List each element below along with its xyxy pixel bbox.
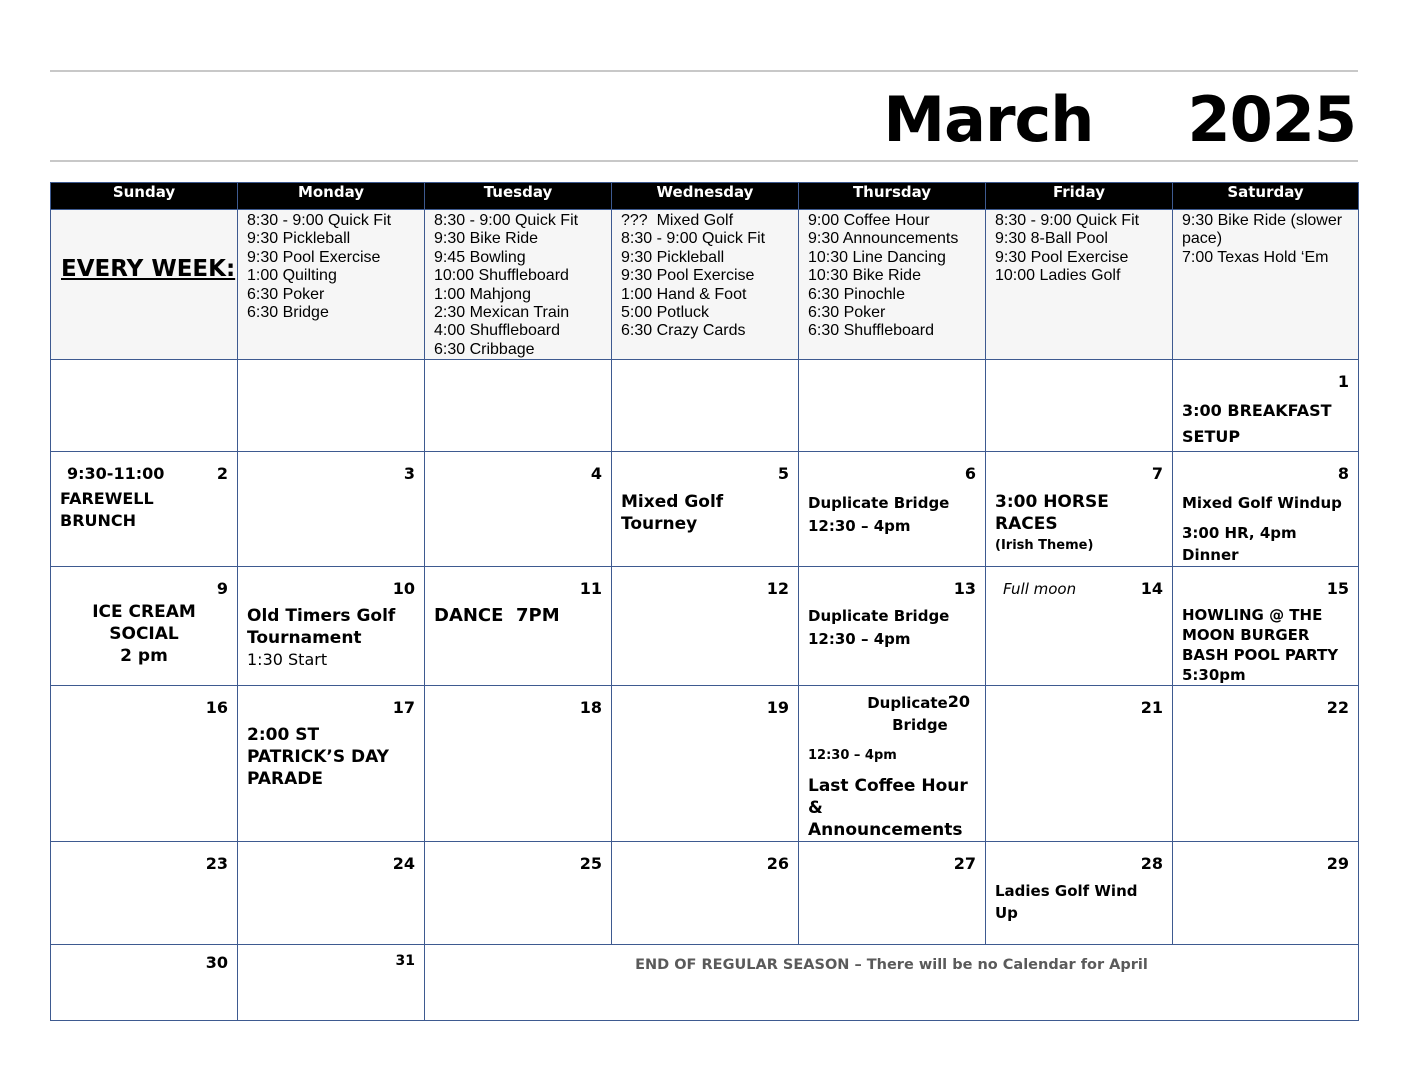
day-header-saturday: Saturday — [1173, 183, 1359, 210]
activity: 6:30 Shuffleboard — [808, 322, 935, 340]
weekly-thursday — [799, 210, 986, 360]
event: Duplicate Bridge — [867, 694, 948, 735]
day-cell-1 — [1173, 360, 1359, 452]
event-time: 12:30 – 4pm — [808, 630, 911, 649]
day-header-line — [995, 567, 1163, 599]
activity: 5:00 Potluck — [621, 304, 710, 322]
day-cell-4 — [425, 452, 612, 567]
activity: 1:00 Mahjong — [434, 285, 531, 303]
day-cell-23 — [51, 842, 238, 945]
activity: ??? Mixed Golf — [621, 212, 734, 229]
weekly-wednesday — [612, 210, 799, 360]
event: 3:00 HR, 4pm Dinner — [1182, 524, 1297, 565]
full-moon-note: Full moon — [1003, 580, 1077, 599]
day-number: 29 — [1326, 854, 1349, 874]
day-cell-5 — [612, 452, 799, 567]
empty-day-cell — [238, 360, 425, 452]
day-cell-12 — [612, 567, 799, 686]
event-time: 1:30 Start — [247, 650, 328, 670]
day-cell-15 — [1173, 567, 1359, 686]
event: Mixed Golf Tourney — [621, 492, 724, 535]
activity: 10:00 Ladies Golf — [995, 267, 1121, 285]
day-number: 28 — [1140, 854, 1163, 874]
day-cell-29 — [1173, 842, 1359, 945]
day-cell-22 — [1173, 686, 1359, 842]
activity: 9:30 Pool Exercise — [995, 248, 1129, 266]
day-number: 26 — [766, 854, 789, 874]
activity: 4:00 Shuffleboard — [434, 322, 561, 340]
event-time: 12:30 – 4pm — [808, 748, 897, 764]
event: 3:00 BREAKFAST SETUP — [1182, 401, 1332, 447]
day-number: 4 — [590, 464, 602, 484]
day-number: 24 — [392, 854, 415, 874]
activity: 6:30 Poker — [808, 304, 886, 322]
day-number: 10 — [392, 579, 415, 599]
activity: 10:00 Shuffleboard — [434, 267, 569, 285]
weekly-tuesday — [425, 210, 612, 360]
day-number: 6 — [964, 464, 976, 484]
day-number: 16 — [205, 698, 228, 718]
day-number: 8 — [1337, 464, 1349, 484]
activity: 9:45 Bowling — [434, 248, 526, 266]
event: DANCE 7PM — [434, 605, 560, 627]
day-cell-9 — [51, 567, 238, 686]
activity: 9:30 8-Ball Pool — [995, 230, 1108, 248]
empty-day-cell — [51, 360, 238, 452]
day-cell-13 — [799, 567, 986, 686]
day-number: 20 — [947, 692, 970, 712]
day-cell-19 — [612, 686, 799, 842]
end-of-season-notice: END OF REGULAR SEASON – There will be no Calendar for April — [635, 957, 1148, 974]
empty-day-cell — [612, 360, 799, 452]
activity: 10:30 Bike Ride — [808, 267, 921, 285]
top-rule — [50, 70, 1358, 72]
day-number: 12 — [766, 579, 789, 599]
title-rule — [50, 160, 1358, 162]
activity: 8:30 - 9:00 Quick Fit — [247, 212, 392, 229]
day-number: 11 — [579, 579, 602, 599]
day-header-wednesday: Wednesday — [612, 183, 799, 210]
activity: 9:00 Coffee Hour — [808, 212, 930, 229]
day-number: 31 — [395, 953, 415, 970]
weekly-friday — [986, 210, 1173, 360]
day-cell-3 — [238, 452, 425, 567]
day-number: 13 — [953, 579, 976, 599]
day-cell-8 — [1173, 452, 1359, 567]
day-number: 17 — [392, 698, 415, 718]
day-cell-26 — [612, 842, 799, 945]
year-label: 2025 — [1187, 82, 1356, 156]
day-number: 18 — [579, 698, 602, 718]
day-number: 30 — [205, 953, 228, 973]
day-number: 14 — [1140, 579, 1163, 599]
activity: 6:30 Cribbage — [434, 340, 535, 358]
day-cell-10 — [238, 567, 425, 686]
event: 2:00 ST PATRICK’S DAY PARADE — [247, 725, 389, 790]
activity: 9:30 Pool Exercise — [247, 248, 381, 266]
day-cell-25 — [425, 842, 612, 945]
activity: 9:30 Pickleball — [247, 230, 351, 248]
day-cell-31 — [238, 945, 425, 1021]
day-cell-24 — [238, 842, 425, 945]
day-number: 23 — [205, 854, 228, 874]
empty-day-cell — [986, 360, 1173, 452]
day-cell-21 — [986, 686, 1173, 842]
weekly-schedule-row — [51, 210, 1359, 360]
day-header-tuesday: Tuesday — [425, 183, 612, 210]
day-cell-14 — [986, 567, 1173, 686]
empty-day-cell — [799, 360, 986, 452]
day-number: 25 — [579, 854, 602, 874]
day-cell-6 — [799, 452, 986, 567]
activity: 2:30 Mexican Train — [434, 304, 570, 322]
activity: 7:00 Texas Hold ‘Em — [1182, 248, 1329, 266]
event: Duplicate Bridge — [808, 494, 950, 513]
event: Ladies Golf Wind Up — [995, 882, 1138, 923]
day-cell-2 — [51, 452, 238, 567]
event: Old Timers Golf Tournament — [247, 606, 396, 649]
day-header-friday: Friday — [986, 183, 1173, 210]
day-number: 2 — [216, 464, 228, 484]
activity: 6:30 Crazy Cards — [621, 322, 746, 340]
day-number: 19 — [766, 698, 789, 718]
end-of-season-cell — [425, 945, 1359, 1021]
day-cell-20 — [799, 686, 986, 842]
activity: 8:30 - 9:00 Quick Fit — [434, 212, 579, 229]
every-week-cell — [51, 210, 238, 360]
day-cell-28 — [986, 842, 1173, 945]
page-title — [883, 84, 1356, 154]
week-row-1 — [51, 360, 1359, 452]
day-number: 7 — [1151, 464, 1163, 484]
week-row-2 — [51, 452, 1359, 567]
activity: 6:30 Bridge — [247, 304, 329, 322]
calendar-grid — [50, 182, 1359, 1021]
month-label: March — [883, 82, 1094, 156]
activity: 9:30 Pickleball — [621, 248, 725, 266]
activity: 1:00 Hand & Foot — [621, 285, 747, 303]
activity: 6:30 Poker — [247, 285, 325, 303]
event: ICE CREAM SOCIAL — [92, 602, 196, 645]
event: 3:00 HORSE RACES — [995, 492, 1109, 535]
day-cell-16 — [51, 686, 238, 842]
weekly-saturday — [1173, 210, 1359, 360]
activity: 9:30 Bike Ride — [434, 230, 539, 248]
event-time: 2 pm — [120, 646, 168, 667]
day-header-row — [51, 183, 1359, 210]
day-header-monday: Monday — [238, 183, 425, 210]
activity: 6:30 Pinochle — [808, 285, 905, 303]
week-row-6 — [51, 945, 1359, 1021]
day-header-line — [808, 686, 976, 736]
empty-day-cell — [425, 360, 612, 452]
activity: 9:30 Pool Exercise — [621, 267, 755, 285]
day-cell-18 — [425, 686, 612, 842]
activity: 8:30 - 9:00 Quick Fit — [995, 212, 1140, 229]
day-number: 5 — [777, 464, 789, 484]
week-row-4 — [51, 686, 1359, 842]
day-cell-11 — [425, 567, 612, 686]
activity: 1:00 Quilting — [247, 267, 337, 285]
day-number: 27 — [953, 854, 976, 874]
event: HOWLING @ THE MOON BURGER BASH POOL PARTY 5:30pm — [1182, 606, 1339, 685]
event-time: 12:30 – 4pm — [808, 517, 911, 536]
every-week-label: EVERY WEEK: — [61, 256, 236, 282]
day-number: 1 — [1337, 372, 1349, 392]
event: Duplicate Bridge — [808, 607, 950, 626]
day-number: 21 — [1140, 698, 1163, 718]
day-cell-7 — [986, 452, 1173, 567]
event: Last Coffee Hour & Announcements — [808, 776, 968, 841]
day-number: 3 — [403, 464, 415, 484]
day-header-thursday: Thursday — [799, 183, 986, 210]
week-row-3 — [51, 567, 1359, 686]
activity: 8:30 - 9:00 Quick Fit — [621, 230, 766, 248]
event-note: (Irish Theme) — [995, 538, 1094, 554]
activity: 9:30 Bike Ride (slower pace) — [1182, 212, 1343, 248]
day-number: 15 — [1326, 579, 1349, 599]
event: FAREWELL BRUNCH — [60, 489, 154, 531]
weekly-monday — [238, 210, 425, 360]
day-header-line — [60, 452, 228, 484]
activity: 10:30 Line Dancing — [808, 248, 946, 266]
activity: 9:30 Announcements — [808, 230, 959, 248]
event: Mixed Golf Windup — [1182, 494, 1342, 513]
week-row-5 — [51, 842, 1359, 945]
day-header-sunday: Sunday — [51, 183, 238, 210]
day-cell-30 — [51, 945, 238, 1021]
day-cell-27 — [799, 842, 986, 945]
day-number: 9 — [216, 579, 228, 599]
event-time: 9:30-11:00 — [67, 464, 165, 484]
day-cell-17 — [238, 686, 425, 842]
day-number: 22 — [1326, 698, 1349, 718]
